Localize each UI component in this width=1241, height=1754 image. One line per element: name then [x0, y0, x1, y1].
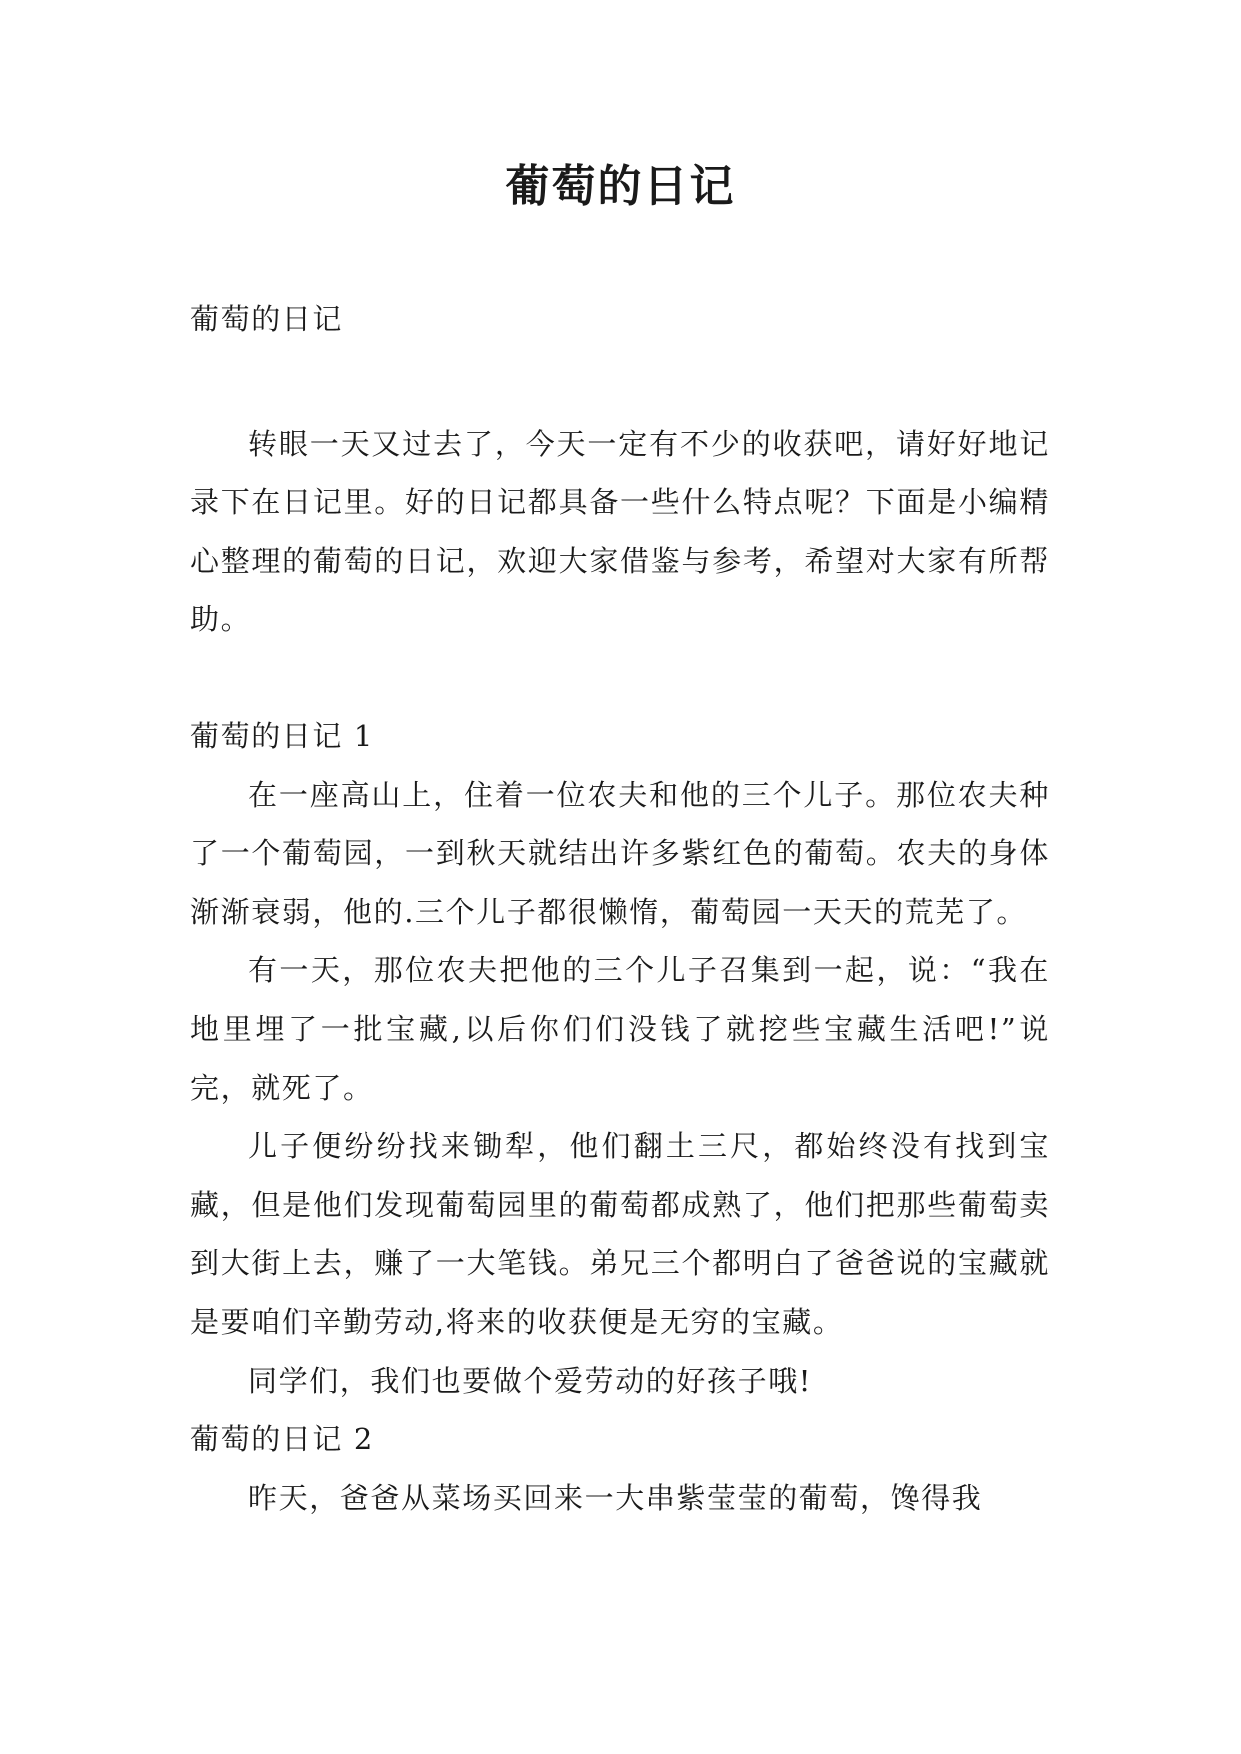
document-title: 葡萄的日记 [505, 161, 736, 212]
section-1-paragraph-2: 有一天，那位农夫把他的三个儿子召集到一起，说：“我在地里埋了一批宝藏,以后你们们没钱了就挖些宝藏生活吧!”说完，就死了。 [190, 953, 1050, 1105]
section-2-paragraph-1: 昨天，爸爸从菜场买回来一大串紫莹莹的葡萄，馋得我 [248, 1480, 983, 1515]
document-body [190, 290, 1050, 1527]
section-1-paragraph-1: 在一座高山上，住着一位农夫和他的三个儿子。那位农夫种了一个葡萄园，一到秋天就结出许多紫红色的葡萄。农夫的身体渐渐衰弱，他的.三个儿子都很懒惰，葡萄园一天天的荒芜了。 [190, 777, 1050, 929]
section-heading-1: 葡萄的日记 1 [190, 718, 374, 753]
document-subtitle: 葡萄的日记 [190, 302, 344, 336]
section-1-paragraph-4: 同学们，我们也要做个爱劳动的好孩子哦! [248, 1363, 813, 1398]
section-heading-2: 葡萄的日记 2 [190, 1422, 374, 1457]
section-1-paragraph-3: 儿子便纷纷找来锄犁，他们翻土三尺，都始终没有找到宝藏，但是他们发现葡萄园里的葡萄都成熟了，他们把那些葡萄卖到大街上去，赚了一大笔钱。弟兄三个都明白了爸爸说的宝藏就是要咱们辛勤劳动,将来的收获便是无穷的宝藏。 [190, 1129, 1050, 1339]
intro-paragraph: 转眼一天又过去了，今天一定有不少的收获吧，请好好地记录下在日记里。好的日记都具备一些什么特点呢？下面是小编精心整理的葡萄的日记，欢迎大家借鉴与参考，希望对大家有所帮助。 [190, 426, 1050, 637]
